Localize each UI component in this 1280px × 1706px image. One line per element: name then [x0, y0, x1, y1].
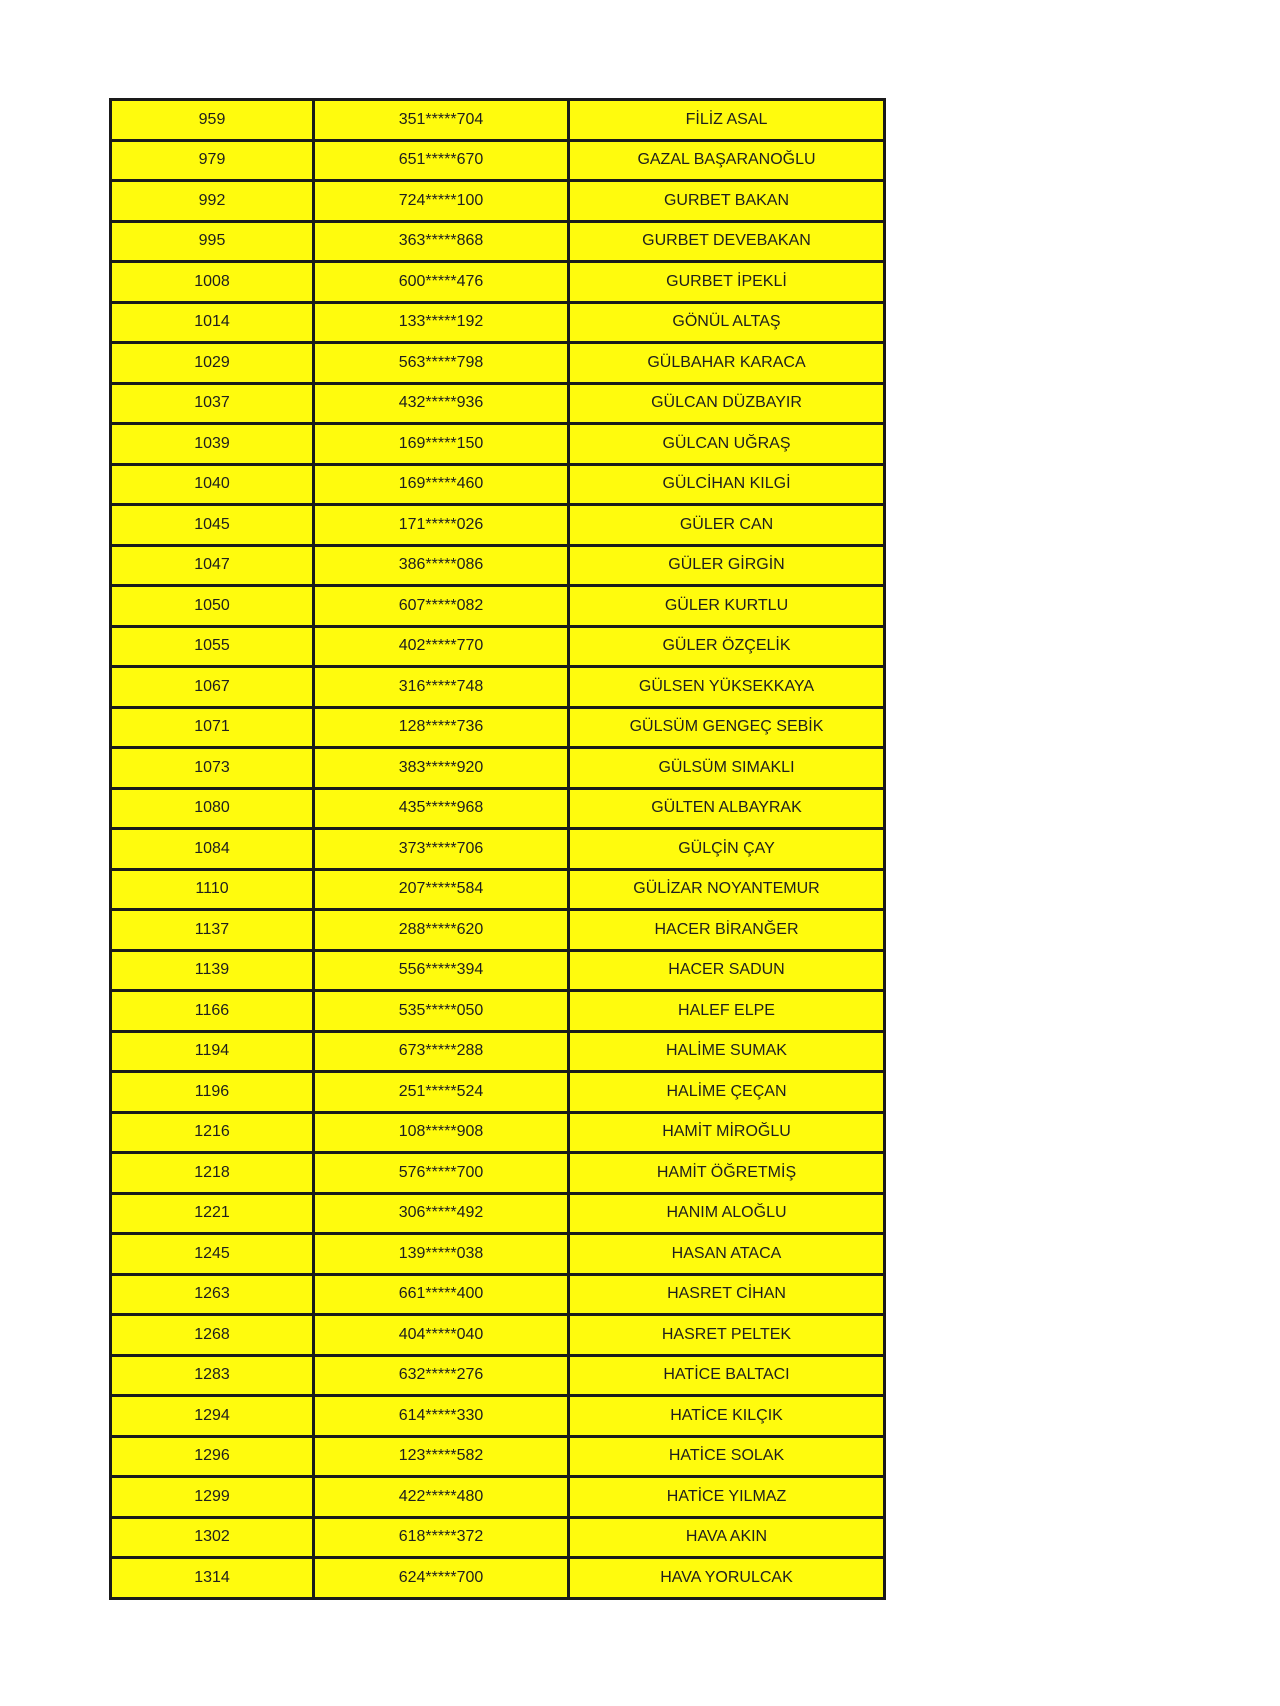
masked-id-cell: 618*****372: [314, 1517, 569, 1558]
full-name-cell: GURBET BAKAN: [569, 181, 885, 222]
row-number-cell: 1216: [111, 1112, 314, 1153]
row-number-cell: 1014: [111, 302, 314, 343]
table-row: [111, 586, 885, 627]
table-row: [111, 1234, 885, 1275]
masked-id-cell: 651*****670: [314, 140, 569, 181]
full-name-cell: GÜLER CAN: [569, 505, 885, 546]
full-name-cell: GÜLİZAR NOYANTEMUR: [569, 869, 885, 910]
row-number-cell: 1314: [111, 1558, 314, 1599]
row-number-cell: 1110: [111, 869, 314, 910]
masked-id-cell: 422*****480: [314, 1477, 569, 1518]
row-number-cell: 1268: [111, 1315, 314, 1356]
row-number-cell: 1196: [111, 1072, 314, 1113]
table-row: [111, 1031, 885, 1072]
masked-id-cell: 133*****192: [314, 302, 569, 343]
full-name-cell: GÜLCAN UĞRAŞ: [569, 424, 885, 465]
full-name-cell: HACER BİRANĞER: [569, 910, 885, 951]
full-name-cell: HACER SADUN: [569, 950, 885, 991]
masked-id-cell: 169*****150: [314, 424, 569, 465]
row-number-cell: 1084: [111, 829, 314, 870]
row-number-cell: 1166: [111, 991, 314, 1032]
full-name-cell: GÜLTEN ALBAYRAK: [569, 788, 885, 829]
row-number-cell: 1073: [111, 748, 314, 789]
table-row: [111, 262, 885, 303]
table-row: [111, 1153, 885, 1194]
table-row: [111, 667, 885, 708]
masked-id-cell: 251*****524: [314, 1072, 569, 1113]
row-number-cell: 1029: [111, 343, 314, 384]
row-number-cell: 1008: [111, 262, 314, 303]
table-row: [111, 748, 885, 789]
table-body: [111, 100, 885, 1599]
masked-id-cell: 624*****700: [314, 1558, 569, 1599]
masked-id-cell: 383*****920: [314, 748, 569, 789]
row-number-cell: 1037: [111, 383, 314, 424]
table-row: [111, 424, 885, 465]
table-row: [111, 1355, 885, 1396]
full-name-cell: HALİME SUMAK: [569, 1031, 885, 1072]
table-row: [111, 181, 885, 222]
table-row: [111, 140, 885, 181]
table-row: [111, 707, 885, 748]
row-number-cell: 1067: [111, 667, 314, 708]
row-number-cell: 1283: [111, 1355, 314, 1396]
full-name-cell: GÜLSEN YÜKSEKKAYA: [569, 667, 885, 708]
table-row: [111, 383, 885, 424]
table-row: [111, 221, 885, 262]
masked-id-cell: 556*****394: [314, 950, 569, 991]
row-number-cell: 1263: [111, 1274, 314, 1315]
row-number-cell: 1047: [111, 545, 314, 586]
full-name-cell: GÜLCAN DÜZBAYIR: [569, 383, 885, 424]
table-row: [111, 910, 885, 951]
full-name-cell: HAVA YORULCAK: [569, 1558, 885, 1599]
row-number-cell: 959: [111, 100, 314, 141]
masked-id-cell: 432*****936: [314, 383, 569, 424]
table-row: [111, 1112, 885, 1153]
masked-id-cell: 108*****908: [314, 1112, 569, 1153]
full-name-cell: GÜLER KURTLU: [569, 586, 885, 627]
table-row: [111, 1517, 885, 1558]
row-number-cell: 1039: [111, 424, 314, 465]
masked-id-cell: 535*****050: [314, 991, 569, 1032]
full-name-cell: GÜLER ÖZÇELİK: [569, 626, 885, 667]
masked-id-cell: 123*****582: [314, 1436, 569, 1477]
full-name-cell: GÜLER GİRGİN: [569, 545, 885, 586]
table-row: [111, 302, 885, 343]
masked-id-cell: 128*****736: [314, 707, 569, 748]
full-name-cell: GÜLÇİN ÇAY: [569, 829, 885, 870]
full-name-cell: HANIM ALOĞLU: [569, 1193, 885, 1234]
masked-id-cell: 576*****700: [314, 1153, 569, 1194]
masked-id-cell: 607*****082: [314, 586, 569, 627]
masked-id-cell: 673*****288: [314, 1031, 569, 1072]
table-row: [111, 991, 885, 1032]
row-number-cell: 1080: [111, 788, 314, 829]
masked-id-cell: 139*****038: [314, 1234, 569, 1275]
masked-id-cell: 171*****026: [314, 505, 569, 546]
table-row: [111, 1396, 885, 1437]
full-name-cell: HATİCE KILÇIK: [569, 1396, 885, 1437]
full-name-cell: GÜLBAHAR KARACA: [569, 343, 885, 384]
masked-id-cell: 435*****968: [314, 788, 569, 829]
masked-id-cell: 288*****620: [314, 910, 569, 951]
table-row: [111, 1315, 885, 1356]
row-number-cell: 1071: [111, 707, 314, 748]
masked-id-cell: 632*****276: [314, 1355, 569, 1396]
table-row: [111, 100, 885, 141]
full-name-cell: HATİCE BALTACI: [569, 1355, 885, 1396]
row-number-cell: 1050: [111, 586, 314, 627]
table-row: [111, 950, 885, 991]
full-name-cell: FİLİZ ASAL: [569, 100, 885, 141]
row-number-cell: 1299: [111, 1477, 314, 1518]
masked-id-cell: 363*****868: [314, 221, 569, 262]
masked-id-cell: 724*****100: [314, 181, 569, 222]
masked-id-cell: 614*****330: [314, 1396, 569, 1437]
full-name-cell: GÜLSÜM GENGEÇ SEBİK: [569, 707, 885, 748]
table-row: [111, 1436, 885, 1477]
name-list-table: [109, 98, 886, 1600]
masked-id-cell: 404*****040: [314, 1315, 569, 1356]
full-name-cell: GURBET DEVEBAKAN: [569, 221, 885, 262]
full-name-cell: HASRET PELTEK: [569, 1315, 885, 1356]
row-number-cell: 1302: [111, 1517, 314, 1558]
masked-id-cell: 169*****460: [314, 464, 569, 505]
table-row: [111, 1193, 885, 1234]
masked-id-cell: 207*****584: [314, 869, 569, 910]
row-number-cell: 1221: [111, 1193, 314, 1234]
masked-id-cell: 563*****798: [314, 343, 569, 384]
row-number-cell: 979: [111, 140, 314, 181]
table-row: [111, 505, 885, 546]
table-row: [111, 464, 885, 505]
full-name-cell: GAZAL BAŞARANOĞLU: [569, 140, 885, 181]
row-number-cell: 1137: [111, 910, 314, 951]
full-name-cell: HASRET CİHAN: [569, 1274, 885, 1315]
row-number-cell: 1045: [111, 505, 314, 546]
row-number-cell: 1055: [111, 626, 314, 667]
table-row: [111, 1477, 885, 1518]
full-name-cell: HATİCE SOLAK: [569, 1436, 885, 1477]
row-number-cell: 1139: [111, 950, 314, 991]
row-number-cell: 1194: [111, 1031, 314, 1072]
table-row: [111, 788, 885, 829]
masked-id-cell: 661*****400: [314, 1274, 569, 1315]
full-name-cell: GÜLCİHAN KILGİ: [569, 464, 885, 505]
row-number-cell: 992: [111, 181, 314, 222]
masked-id-cell: 600*****476: [314, 262, 569, 303]
table-row: [111, 626, 885, 667]
full-name-cell: HAVA AKIN: [569, 1517, 885, 1558]
row-number-cell: 1296: [111, 1436, 314, 1477]
row-number-cell: 1294: [111, 1396, 314, 1437]
table-row: [111, 1558, 885, 1599]
full-name-cell: HALİME ÇEÇAN: [569, 1072, 885, 1113]
table-row: [111, 1072, 885, 1113]
masked-id-cell: 386*****086: [314, 545, 569, 586]
row-number-cell: 995: [111, 221, 314, 262]
table-row: [111, 545, 885, 586]
full-name-cell: HATİCE YILMAZ: [569, 1477, 885, 1518]
table-row: [111, 343, 885, 384]
full-name-cell: HASAN ATACA: [569, 1234, 885, 1275]
full-name-cell: HALEF ELPE: [569, 991, 885, 1032]
row-number-cell: 1245: [111, 1234, 314, 1275]
table-row: [111, 829, 885, 870]
table-row: [111, 1274, 885, 1315]
masked-id-cell: 306*****492: [314, 1193, 569, 1234]
row-number-cell: 1218: [111, 1153, 314, 1194]
masked-id-cell: 316*****748: [314, 667, 569, 708]
full-name-cell: GÖNÜL ALTAŞ: [569, 302, 885, 343]
masked-id-cell: 373*****706: [314, 829, 569, 870]
full-name-cell: HAMİT MİROĞLU: [569, 1112, 885, 1153]
table-row: [111, 869, 885, 910]
masked-id-cell: 402*****770: [314, 626, 569, 667]
full-name-cell: GURBET İPEKLİ: [569, 262, 885, 303]
row-number-cell: 1040: [111, 464, 314, 505]
full-name-cell: GÜLSÜM SIMAKLI: [569, 748, 885, 789]
masked-id-cell: 351*****704: [314, 100, 569, 141]
full-name-cell: HAMİT ÖĞRETMİŞ: [569, 1153, 885, 1194]
